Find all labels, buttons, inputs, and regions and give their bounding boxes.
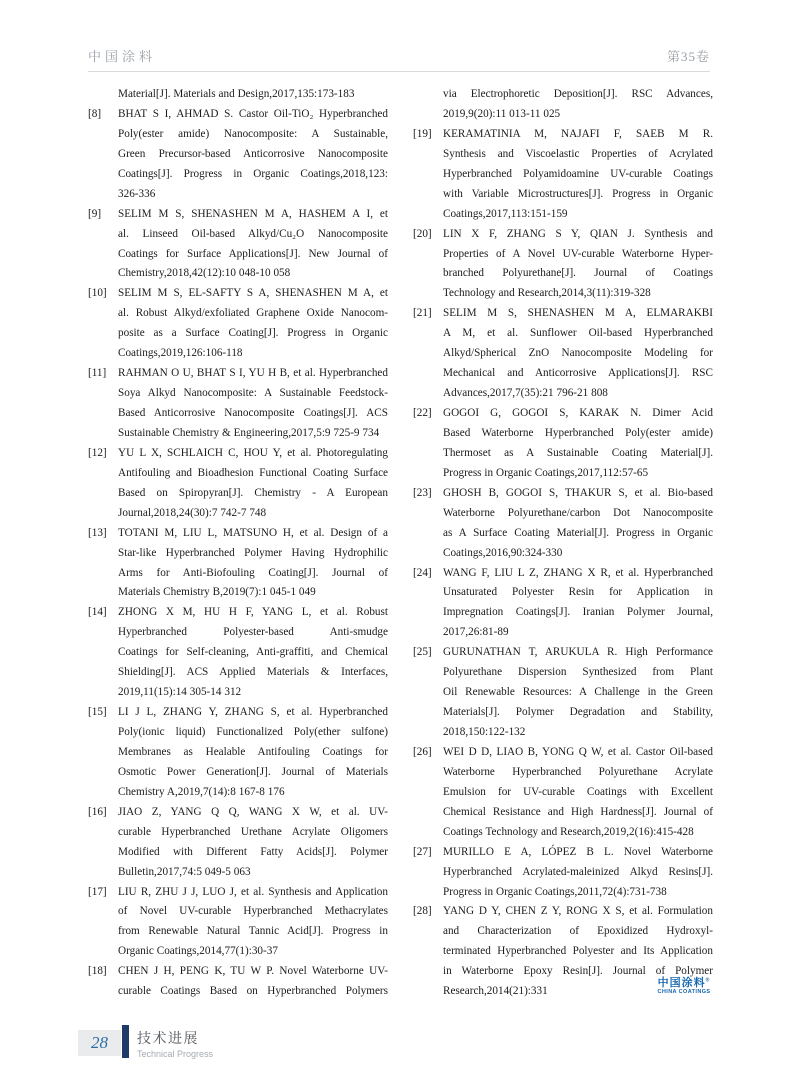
reference-line: Unsaturated Polyester Resin for Application in xyxy=(443,586,713,599)
reference-line: with Variable Microstructures[J]. Progress in Organic xyxy=(443,187,713,200)
reference-line: Progress in Organic Coatings,2017,112:57-65 xyxy=(443,466,649,479)
reference-number: [19] xyxy=(413,127,432,140)
reference-number: [27] xyxy=(413,845,432,858)
reference-line: in Waterborne Epoxy Resin[J]. Journal of Polymer xyxy=(443,965,713,978)
reference-line: Osmotic Power Generation[J]. Journal of Materials xyxy=(118,765,388,778)
reference-block xyxy=(413,843,713,903)
reference-line: LIN X F, ZHANG S Y, QIAN J. Synthesis and xyxy=(443,227,713,240)
reference-number: [20] xyxy=(413,227,432,240)
reference-line: Sustainable Chemistry & Engineering,2017,5:9 725-9 734 xyxy=(118,426,380,439)
reference-number: [23] xyxy=(413,486,432,499)
reference-line: Star-like Hyperbranched Polymer Having Hydrophilic xyxy=(118,546,388,559)
reference-line: Coatings for Surface Applications[J]. New Journal of xyxy=(118,247,388,260)
reference-line: SELIM M S, EL-SAFTY S A, SHENASHEN M A, et xyxy=(118,287,388,300)
reference-number: [28] xyxy=(413,905,432,918)
reference-line: Green Precursor-based Anticorrosive Nanocomposite xyxy=(118,147,388,160)
reference-number: [21] xyxy=(413,307,432,320)
reference-block xyxy=(413,643,713,743)
journal-name: 中国涂料 xyxy=(88,49,157,64)
reference-line: Soya Alkyd Nanocomposite: A Sustainable Feedstock- xyxy=(118,387,388,400)
reference-line: Mechanical and Anticorrosive Applications[J]. RSC xyxy=(443,367,713,380)
reference-line: Waterborne Hyperbranched Polyurethane Acrylate xyxy=(443,765,713,778)
reference-line: Oil Renewable Resources: A Challenge in the Green xyxy=(443,686,713,699)
reference-line: A M, et al. Sunflower Oil-based Hyperbranched xyxy=(443,327,713,340)
registered-mark: ® xyxy=(705,977,711,984)
reference-number: [11] xyxy=(88,367,107,380)
journal-logo xyxy=(657,977,711,995)
section-title-en: Technical Progress xyxy=(137,1049,214,1059)
reference-block xyxy=(88,962,388,1002)
reference-line: Research,2014(21):331 xyxy=(443,985,548,998)
reference-block xyxy=(413,225,713,305)
reference-line: YANG D Y, CHEN Z Y, RONG X S, et al. Formulation xyxy=(443,905,713,918)
section-title-cn: 技术进展 xyxy=(137,1030,199,1046)
reference-line: Organic Coatings,2014,77(1):30-37 xyxy=(118,945,278,958)
reference-line: Journal,2018,24(30):7 742-7 748 xyxy=(118,506,267,519)
reference-number: [16] xyxy=(88,805,107,818)
reference-number: [8] xyxy=(88,107,102,120)
reference-number: [24] xyxy=(413,566,432,579)
reference-line: Poly(ester amide) Nanocomposite: A Sustainable, xyxy=(118,127,388,140)
page-number-box xyxy=(78,1030,121,1056)
journal-logo-cn: 中国涂料® xyxy=(657,977,711,989)
reference-line: al. Robust Alkyd/exfoliated Graphene Oxide Nanocom- xyxy=(118,307,388,320)
reference-block xyxy=(88,105,388,205)
reference-line: 326-336 xyxy=(118,187,156,200)
reference-line: Polyurethane Dispersion Synthesized from Plant xyxy=(443,666,713,679)
reference-line: Chemical Resistance and High Hardness[J]. Journal of xyxy=(443,805,713,818)
reference-line: 2018,150:122-132 xyxy=(443,726,526,738)
reference-line: Membranes as Healable Antifouling Coatings for xyxy=(118,745,388,758)
reference-line: Based Anticorrosive Nanocomposite Coatings[J]. ACS xyxy=(118,407,388,419)
reference-block xyxy=(413,743,713,843)
reference-block xyxy=(413,85,713,125)
reference-line: Thermoset as A Sustainable Coating Material[J]. xyxy=(443,446,713,459)
reference-line: SELIM M S, SHENASHEN M A, ELMARAKBI xyxy=(443,307,713,320)
reference-line: Antifouling and Bioadhesion Functional Coating Surface xyxy=(118,466,388,479)
reference-line: and Characterization of Epoxidized Hydroxyl- xyxy=(443,925,713,938)
reference-number: [14] xyxy=(88,606,107,619)
reference-line: posite as a Surface Coating[J]. Progress in Organic xyxy=(118,327,388,340)
reference-number: [9] xyxy=(88,207,102,220)
reference-line: Coatings,2019,126:106-118 xyxy=(118,347,243,360)
reference-line: 2019,9(20):11 013-11 025 xyxy=(443,107,561,120)
reference-line: Poly(ionic liquid) Functionalized Poly(ether sulfone) xyxy=(118,726,388,738)
reference-line: via Electrophoretic Deposition[J]. RSC Advances, xyxy=(443,88,713,100)
reference-line: CHEN J H, PENG K, TU W P. Novel Waterborne UV- xyxy=(118,965,388,978)
reference-line: of Novel UV-curable Hyperbranched Methacrylates xyxy=(118,905,388,918)
reference-line: Progress in Organic Coatings,2011,72(4):731-738 xyxy=(443,885,667,898)
reference-line: MURILLO E A, LÓPEZ B L. Novel Waterborne xyxy=(443,845,713,858)
reference-line: TOTANI M, LIU L, MATSUNO H, et al. Design of a xyxy=(118,526,388,539)
reference-number: [25] xyxy=(413,646,432,659)
reference-line: Hyperbranched Acrylated-maleinized Alkyd Resins[J]. xyxy=(443,865,713,878)
reference-line: Coatings[J]. Progress in Organic Coatings,2018,123: xyxy=(118,167,388,180)
reference-line: Coatings,2016,90:324-330 xyxy=(443,546,563,559)
reference-block xyxy=(88,205,388,285)
reference-line: al. Linseed Oil-based Alkyd/Cu₂O Nanocomposite xyxy=(118,227,388,240)
reference-line: ZHONG X M, HU H F, YANG L, et al. Robust xyxy=(118,606,388,619)
reference-line: GHOSH B, GOGOI S, THAKUR S, et al. Bio-based xyxy=(443,486,713,499)
reference-line: KERAMATINIA M, NAJAFI F, SAEB M R. xyxy=(443,127,713,140)
reference-line: Shielding[J]. ACS Applied Materials & Interfaces, xyxy=(118,666,388,679)
reference-line: BHAT S I, AHMAD S. Castor Oil-TiO₂ Hyperbranched xyxy=(118,107,388,120)
reference-number: [10] xyxy=(88,287,107,300)
volume-number: 第35卷 xyxy=(666,49,710,64)
reference-line: WEI D D, LIAO B, YONG Q W, et al. Castor Oil-based xyxy=(443,745,713,758)
reference-line: 2017,26:81-89 xyxy=(443,626,509,639)
reference-block xyxy=(413,125,713,225)
reference-line: Emulsion for UV-curable Coatings with Excellent xyxy=(443,785,713,798)
reference-line: Waterborne Polyurethane/carbon Dot Nanocomposite xyxy=(443,506,713,519)
reference-block xyxy=(88,883,388,963)
reference-line: Based on Spiropyran[J]. Chemistry - A European xyxy=(118,486,388,499)
reference-number: [12] xyxy=(88,446,107,459)
reference-number: [15] xyxy=(88,706,107,719)
reference-line: curable Coatings Based on Hyperbranched Polymers xyxy=(118,985,388,998)
reference-block xyxy=(88,803,388,883)
reference-line: 2019,11(15):14 305-14 312 xyxy=(118,686,242,699)
reference-line: Coatings Technology and Research,2019,2(16):415-428 xyxy=(443,825,694,838)
reference-block xyxy=(88,284,388,364)
reference-number: [13] xyxy=(88,526,107,539)
reference-line: from Renewable Natural Tannic Acid[J]. Progress in xyxy=(118,925,388,938)
reference-line: Arms for Anti-Biofouling Coating[J]. Journal of xyxy=(118,566,388,579)
reference-line: RAHMAN O U, BHAT S I, YU H B, et al. Hyperbranched xyxy=(118,367,388,380)
reference-line: LI J L, ZHANG Y, ZHANG S, et al. Hyperbranched xyxy=(118,706,388,719)
reference-line: Hyperbranched Polyester-based Anti-smudge xyxy=(118,626,388,639)
reference-line: as A Surface Coating Material[J]. Progress in Organic xyxy=(443,526,713,539)
reference-line: Chemistry,2018,42(12):10 048-10 058 xyxy=(118,267,291,280)
reference-line: Coatings for Self-cleaning, Anti-graffiti, and Chemical xyxy=(118,646,388,659)
reference-line: GOGOI G, GOGOI S, KARAK N. Dimer Acid xyxy=(443,407,713,419)
reference-line: curable Hyperbranched Urethane Acrylate Oligomers xyxy=(118,825,388,838)
reference-line: Modified with Different Fatty Acids[J]. Polymer xyxy=(118,845,388,858)
reference-line: WANG F, LIU L Z, ZHANG X R, et al. Hyperbranched xyxy=(443,566,713,579)
reference-line: terminated Hyperbranched Polyester and Its Application xyxy=(443,945,713,958)
footer-divider-bar xyxy=(122,1025,129,1058)
reference-block xyxy=(413,564,713,644)
page-number: 28 xyxy=(91,1033,108,1052)
journal-logo-en: CHINA COATINGS xyxy=(657,989,711,996)
reference-line: Materials[J]. Polymer Degradation and Stability, xyxy=(443,706,713,719)
reference-line: Advances,2017,7(35):21 796-21 808 xyxy=(443,387,608,400)
reference-line: LIU R, ZHU J J, LUO J, et al. Synthesis and Application xyxy=(118,885,388,898)
reference-line: GURUNATHAN T, ARUKULA R. High Performance xyxy=(443,646,713,659)
reference-block xyxy=(88,603,388,703)
reference-block xyxy=(88,524,388,604)
reference-block xyxy=(413,304,713,404)
reference-number: [22] xyxy=(413,407,432,419)
reference-block xyxy=(88,85,388,105)
reference-block xyxy=(88,444,388,524)
reference-line: Materials Chemistry B,2019(7):1 045-1 049 xyxy=(118,586,316,599)
reference-line: SELIM M S, SHENASHEN M A, HASHEM A I, et xyxy=(118,207,388,220)
reference-block xyxy=(88,364,388,444)
reference-block xyxy=(413,404,713,484)
reference-column-right xyxy=(413,85,713,1002)
reference-line: Technology and Research,2014,3(11):319-328 xyxy=(443,287,651,300)
reference-line: JIAO Z, YANG Q Q, WANG X W, et al. UV- xyxy=(118,805,388,818)
reference-line: Properties of A Novel UV-curable Waterborne Hyper- xyxy=(443,247,713,260)
reference-line: Alkyd/Spherical ZnO Nanocomposite Modeling for xyxy=(443,347,713,360)
reference-line: Coatings,2017,113:151-159 xyxy=(443,207,568,220)
reference-block xyxy=(413,484,713,564)
section-label xyxy=(137,1028,213,1059)
reference-line: Hyperbranched Polyamidoamine UV-curable Coatings xyxy=(443,167,713,180)
reference-line: Chemistry A,2019,7(14):8 167-8 176 xyxy=(118,785,285,798)
reference-line: YU L X, SCHLAICH C, HOU Y, et al. Photoregulating xyxy=(118,446,388,459)
reference-line: Impregnation Coatings[J]. Iranian Polymer Journal, xyxy=(443,606,713,619)
reference-line: Material[J]. Materials and Design,2017,135:173-183 xyxy=(118,88,355,100)
reference-number: [18] xyxy=(88,965,107,978)
page-header xyxy=(88,46,710,72)
reference-column-left xyxy=(88,85,388,1002)
reference-line: Synthesis and Viscoelastic Properties of Acrylated xyxy=(443,147,713,160)
reference-line: Based Waterborne Hyperbranched Poly(ester amide) xyxy=(443,426,713,439)
reference-number: [17] xyxy=(88,885,107,898)
reference-line: branched Polyurethane[J]. Journal of Coatings xyxy=(443,267,713,280)
reference-number: [26] xyxy=(413,745,432,758)
reference-line: Bulletin,2017,74:5 049-5 063 xyxy=(118,865,251,878)
reference-list xyxy=(88,85,713,1002)
reference-block xyxy=(88,703,388,803)
